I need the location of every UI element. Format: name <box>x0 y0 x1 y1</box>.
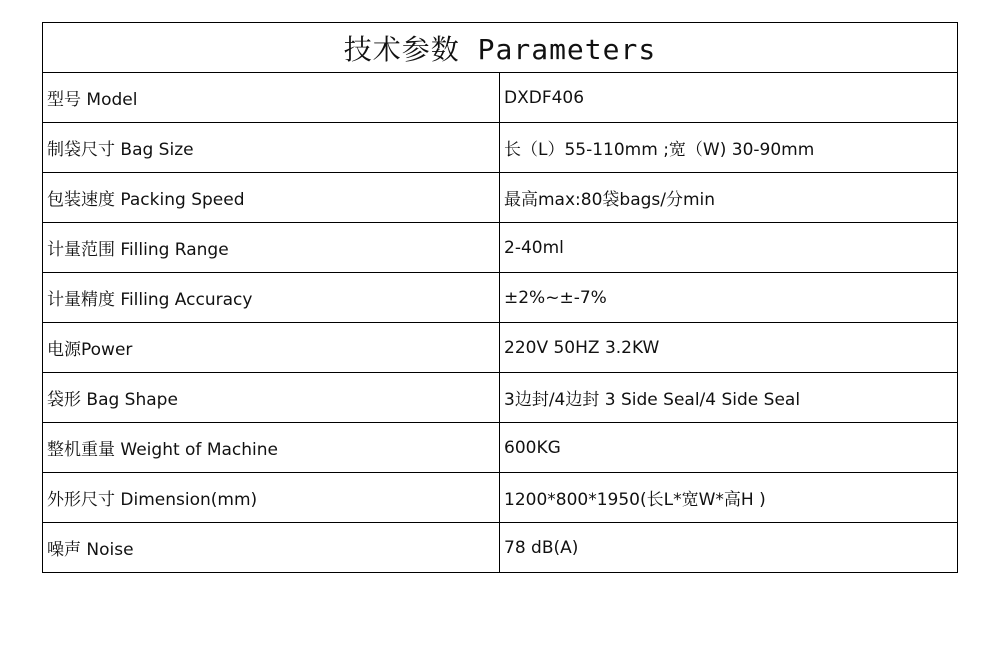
param-label: 制袋尺寸 Bag Size <box>43 123 500 173</box>
table-title: 技术参数 Parameters <box>43 23 958 73</box>
param-label: 包装速度 Packing Speed <box>43 173 500 223</box>
param-value: 3边封/4边封 3 Side Seal/4 Side Seal <box>500 373 958 423</box>
param-value: 78 dB(A) <box>500 523 958 573</box>
param-label: 噪声 Noise <box>43 523 500 573</box>
param-value: 600KG <box>500 423 958 473</box>
param-value: 最高max:80袋bags/分min <box>500 173 958 223</box>
table-row-filling-range <box>43 223 958 273</box>
table-row-noise <box>43 523 958 573</box>
table-row-bag-shape <box>43 373 958 423</box>
table-row-power <box>43 323 958 373</box>
table-row-weight <box>43 423 958 473</box>
param-value: 长（L）55-110mm ;宽（W) 30-90mm <box>500 123 958 173</box>
table-row-filling-accuracy <box>43 273 958 323</box>
param-label: 电源Power <box>43 323 500 373</box>
param-label: 整机重量 Weight of Machine <box>43 423 500 473</box>
title-row <box>43 23 958 73</box>
table-row-packing-speed <box>43 173 958 223</box>
param-value: DXDF406 <box>500 73 958 123</box>
parameters-table <box>42 22 958 573</box>
param-label: 外形尺寸 Dimension(mm) <box>43 473 500 523</box>
param-label: 型号 Model <box>43 73 500 123</box>
table-row-bag-size <box>43 123 958 173</box>
param-value: 220V 50HZ 3.2KW <box>500 323 958 373</box>
param-label: 计量范围 Filling Range <box>43 223 500 273</box>
param-label: 计量精度 Filling Accuracy <box>43 273 500 323</box>
table-row-model <box>43 73 958 123</box>
param-label: 袋形 Bag Shape <box>43 373 500 423</box>
table-row-dimension <box>43 473 958 523</box>
param-value: ±2%~±-7% <box>500 273 958 323</box>
param-value: 2-40ml <box>500 223 958 273</box>
param-value: 1200*800*1950(长L*宽W*高H ) <box>500 473 958 523</box>
